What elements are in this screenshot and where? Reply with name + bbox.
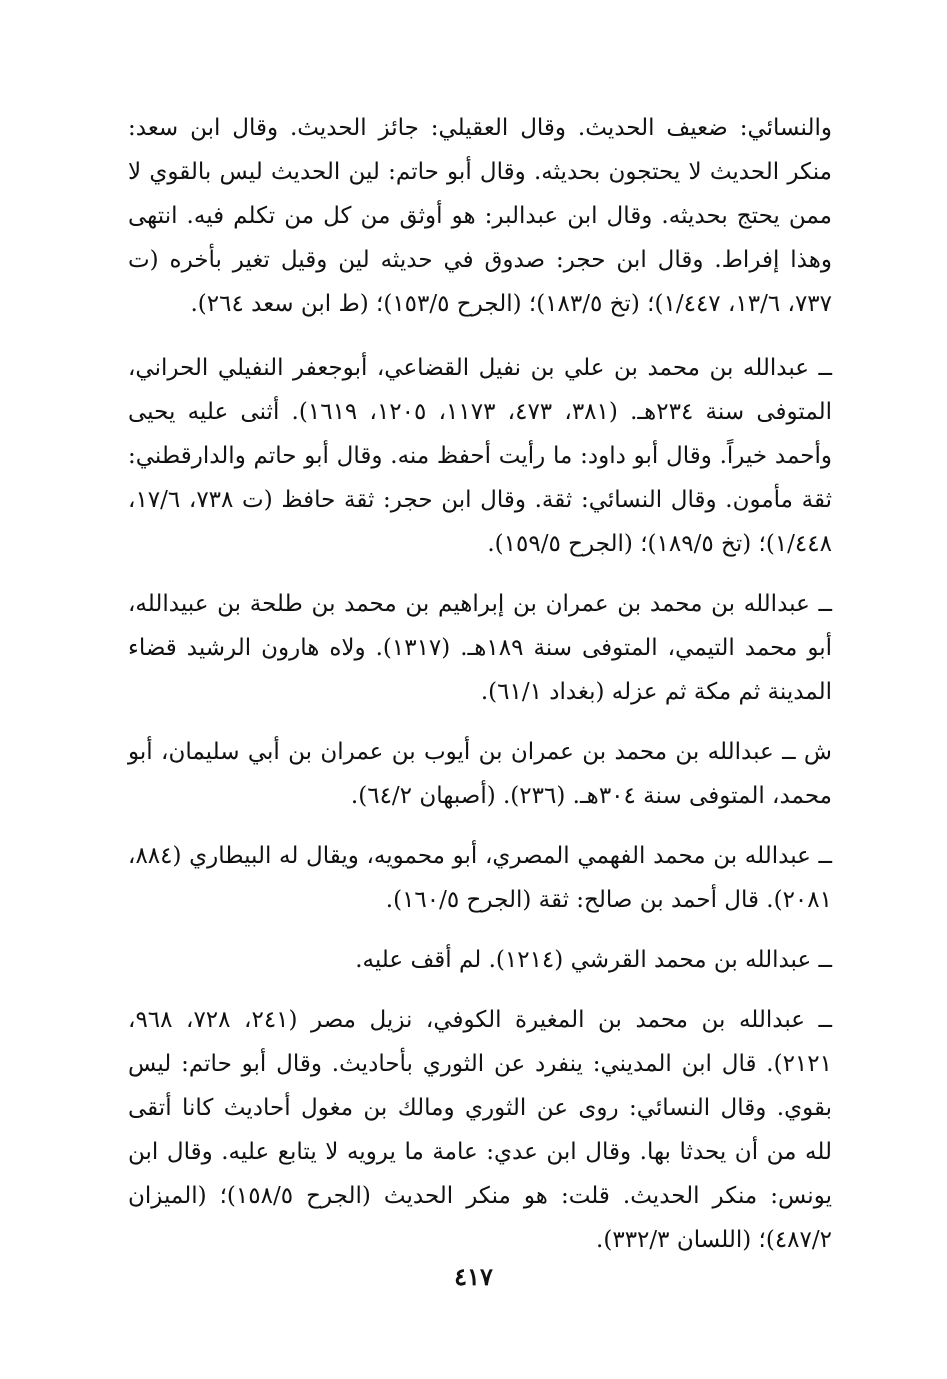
entry-abdullah-mughira: ــ عبدالله بن محمد بن المغيرة الكوفي، نزيل مصر (٢٤١، ٧٢٨، ٩٦٨، ٢١٢١). قال ابن المديني: ينفرد عن الثوري بأحاديث. وقال أبو حاتم: ليس بقوي. وقال النسائي: روى عن الثوري ومالك بن مغول أحاديث كانا أتقى لله من أن يحدثا بها. وقال ابن عدي: عامة ما يرويه لا يتابع عليه. وقال ابن يونس: منكر الحديث. قلت: هو منكر الحديث (الجرح ١٥٨/٥)؛ (الميزان ٤٨٧/٢)؛ (اللسان ٣٣٢/٣). xyxy=(128,1007,833,1253)
page-body xyxy=(128,106,832,1278)
entry-continued-nasai: والنسائي: ضعيف الحديث. وقال العقيلي: جائز الحديث. وقال ابن سعد: منكر الحديث لا يحتجون بحديثه. وقال أبو حاتم: لين الحديث ليس بالقوي لا ممن يحتج بحديثه. وقال ابن عبدالبر: هو أوثق من كل من تكلم فيه. انتهى وهذا إفراط. وقال ابن حجر: صدوق في حديثه لين وقيل تغير بأخره (ت ٧٣٧، ١٣/٦، ١/٤٤٧)؛ (تخ ١٨٣/٥)؛ (الجرح ١٥٣/٥)؛ (ط ابن سعد ٢٦٤). xyxy=(128,115,832,317)
entry-abdullah-imran-ayyub: ش ــ عبدالله بن محمد بن عمران بن أيوب بن عمران بن أبي سليمان، أبو محمد، المتوفى سنة ٣٠٤هـ. (٢٣٦). (أصبهان ٦٤/٢). xyxy=(128,739,832,809)
entry-abdullah-fahmi: ــ عبدالله بن محمد الفهمي المصري، أبو محمويه، ويقال له البيطاري (٨٨٤، ٢٠٨١). قال أحمد بن صالح: ثقة (الجرح ١٦٠/٥). xyxy=(128,843,832,913)
entry-abdullah-qurashi: ــ عبدالله بن محمد القرشي (١٢١٤). لم أقف عليه. xyxy=(355,947,832,973)
entry-abdullah-nufayl: ــ عبدالله بن محمد بن علي بن نفيل القضاعي، أبوجعفر النفيلي الحراني، المتوفى سنة ٢٣٤هـ. (٣٨١، ٤٧٣، ١١٧٣، ١٢٠٥، ١٦١٩). أثنى عليه يحيى وأحمد خيراً. وقال أبو داود: ما رأيت أحفظ منه. وقال أبو حاتم والدارقطني: ثقة مأمون. وقال النسائي: ثقة. وقال ابن حجر: ثقة حافظ (ت ٧٣٨، ١٧/٦، ١/٤٤٨)؛ (تخ ١٨٩/٥)؛ (الجرح ١٥٩/٥). xyxy=(128,355,833,557)
page-number: ٤١٧ xyxy=(454,1262,493,1291)
entry-abdullah-imran-taymi: ــ عبدالله بن محمد بن عمران بن إبراهيم بن محمد بن طلحة بن عبيدالله، أبو محمد التيمي، المتوفى سنة ١٨٩هـ. (١٣١٧). ولاه هارون الرشيد قضاء المدينة ثم مكة ثم عزله (بغداد ٦١/١). xyxy=(128,591,832,705)
